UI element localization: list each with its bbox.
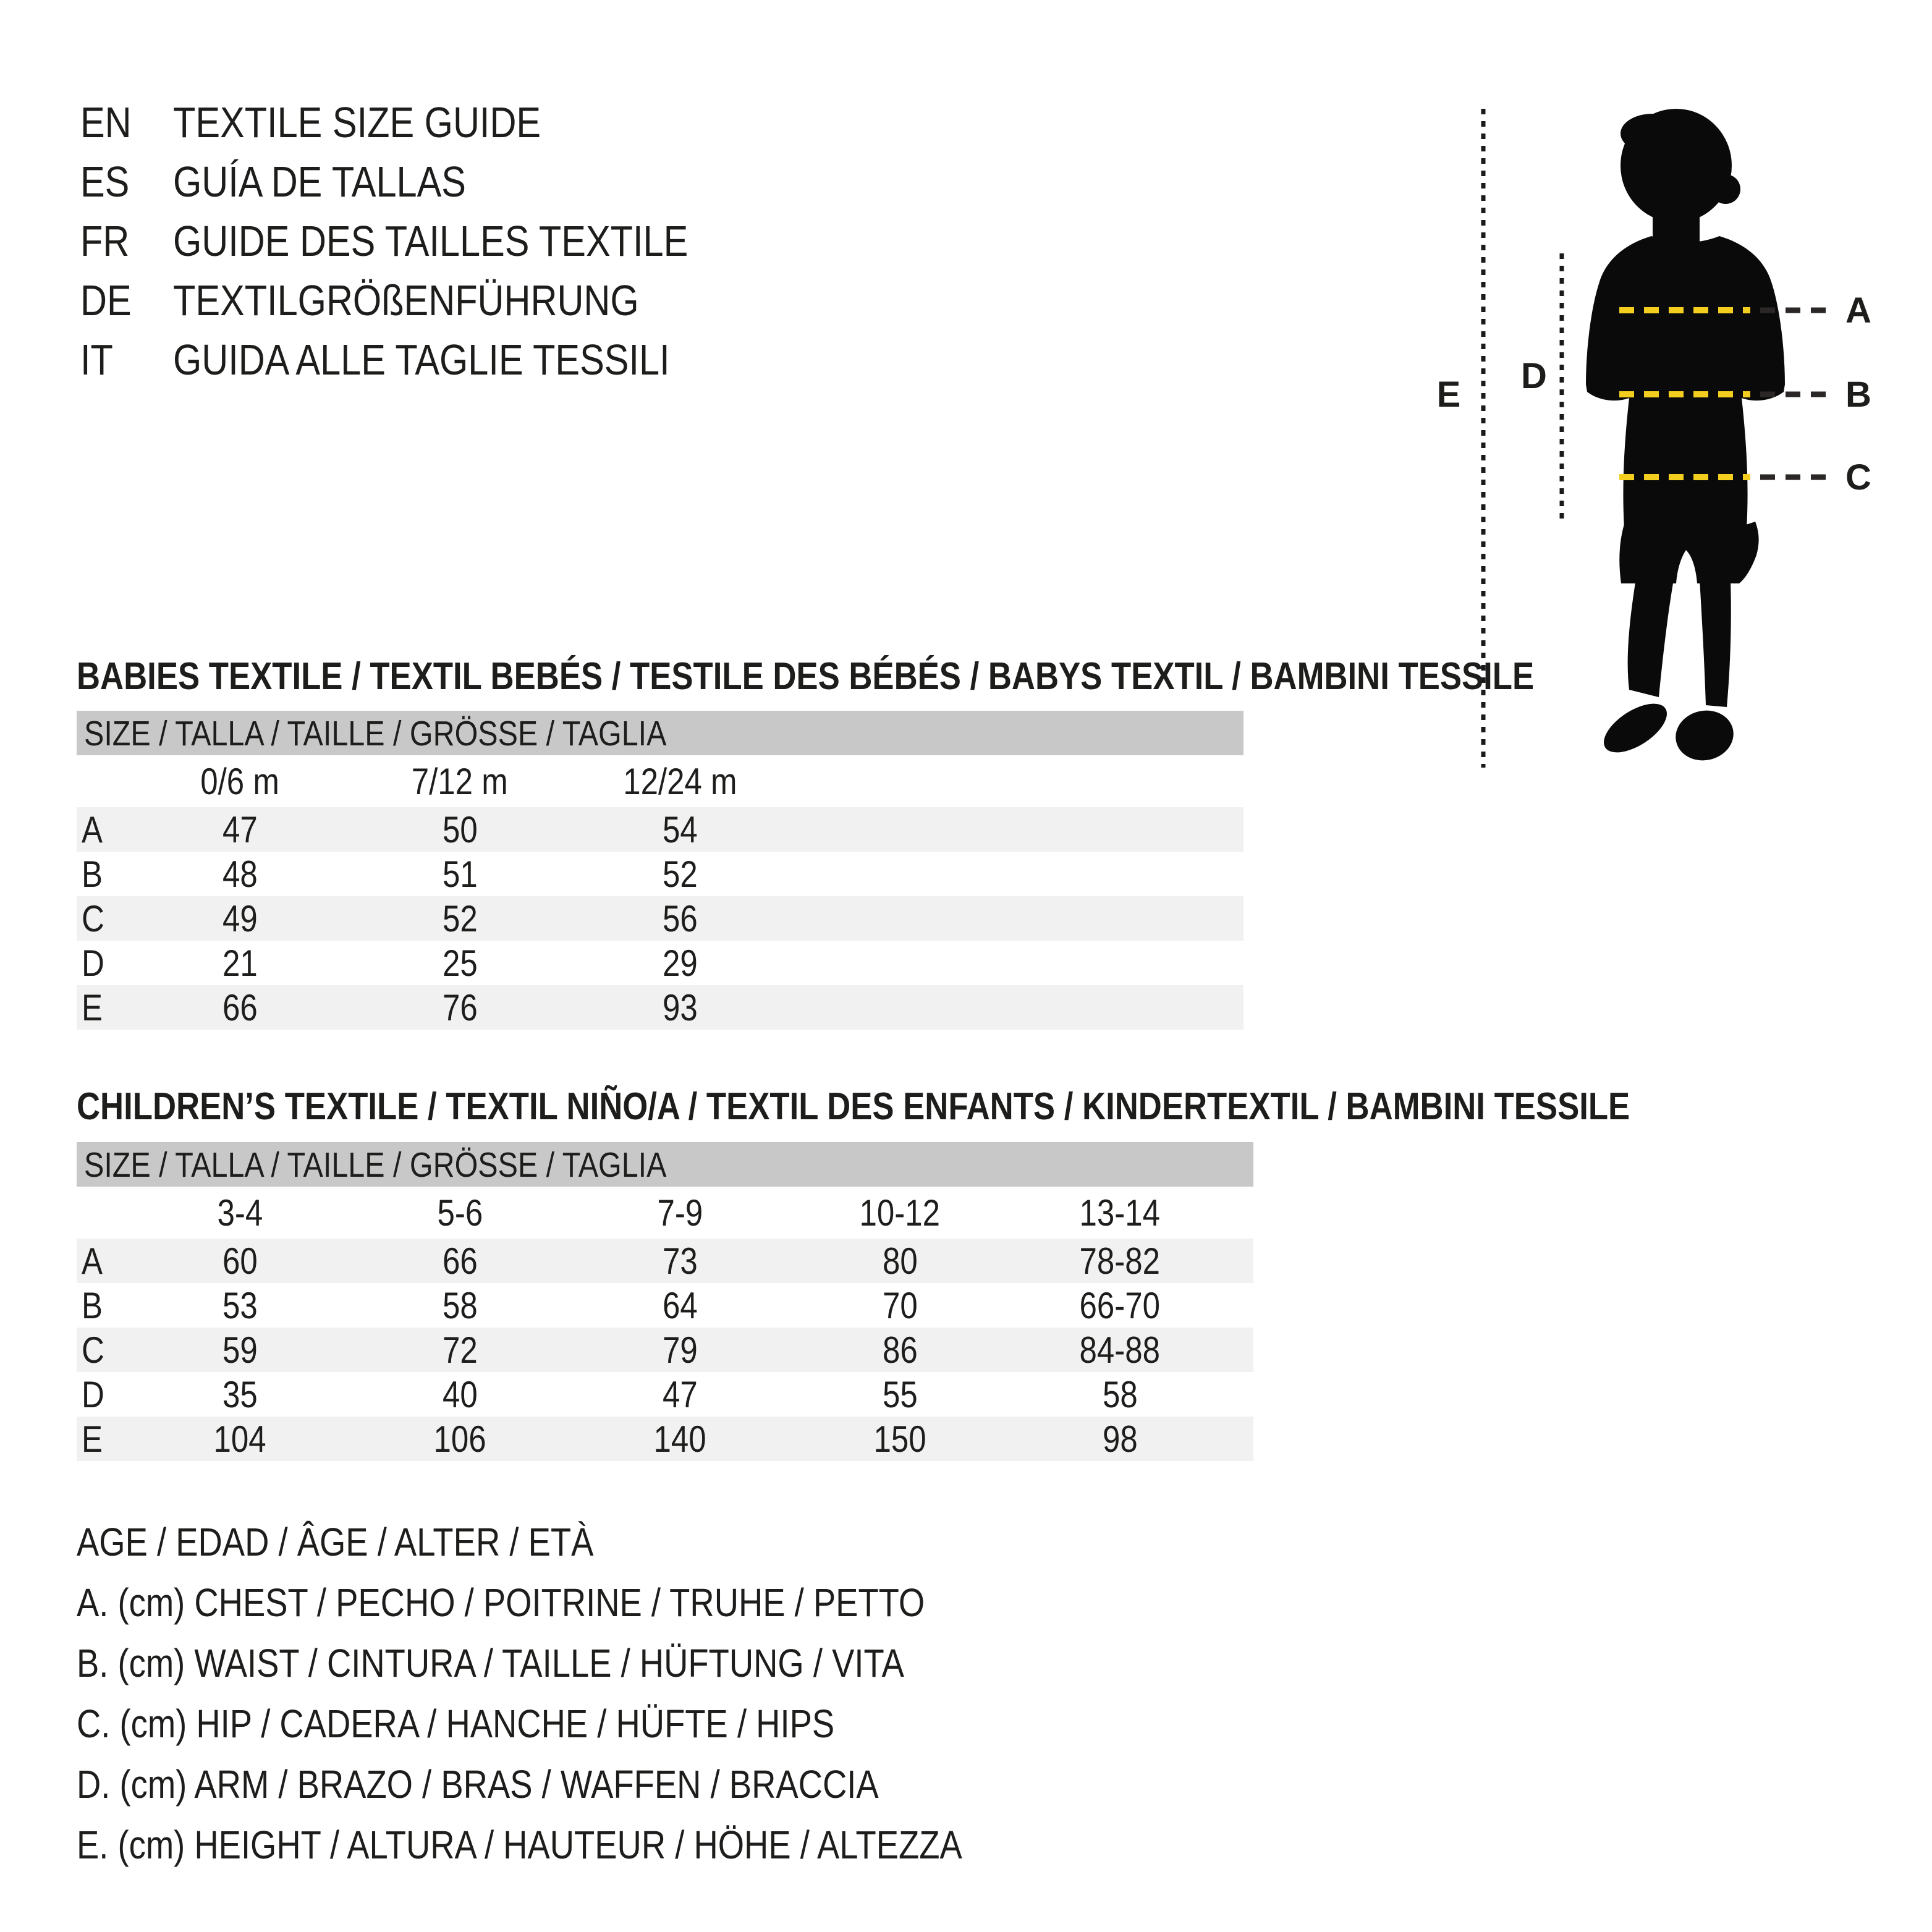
value-cell <box>1010 1373 1230 1416</box>
row-label <box>77 1329 130 1371</box>
value-cell <box>570 942 790 985</box>
children-col-header-text: 5-6 <box>437 1192 483 1234</box>
children-column-header-row <box>77 1187 1253 1239</box>
language-code: DE <box>80 276 132 324</box>
value-text: 106 <box>433 1418 486 1460</box>
value-cell <box>130 986 350 1029</box>
children-section-title-text: CHILDREN’S TEXTILE / TEXTIL NIÑO/A / TEXTIL DES ENFANTS / KINDERTEXTIL / BAMBINI TESSILE <box>77 1085 1630 1129</box>
value-cell <box>350 1329 570 1371</box>
value-cell <box>130 1240 350 1282</box>
value-cell <box>350 986 570 1029</box>
children-size-header-bar <box>77 1142 1253 1187</box>
value-cell <box>790 1329 1010 1371</box>
value-cell <box>570 1418 790 1460</box>
value-text: 55 <box>882 1373 918 1415</box>
language-title: GUIDE DES TAILLES TEXTILE <box>173 217 688 265</box>
value-text: 150 <box>873 1418 926 1460</box>
value-text: 35 <box>222 1373 258 1415</box>
language-title: GUÍA DE TALLAS <box>173 158 467 206</box>
value-text: 72 <box>442 1329 478 1371</box>
value-text: 104 <box>213 1418 266 1460</box>
value-cell <box>350 808 570 851</box>
children-col-header <box>790 1192 1010 1234</box>
children-size-table <box>77 1187 1253 1461</box>
value-cell <box>1010 1329 1230 1371</box>
row-label-text: C <box>82 1329 104 1371</box>
value-text: 79 <box>662 1329 698 1371</box>
value-text: 58 <box>442 1284 478 1326</box>
value-text: 86 <box>882 1329 918 1371</box>
table-row <box>77 1417 1253 1461</box>
value-cell <box>350 942 570 985</box>
row-label-text: B <box>82 853 103 895</box>
legend-age <box>77 1512 1119 1572</box>
language-row-es <box>80 152 779 211</box>
language-code: IT <box>80 336 113 384</box>
value-cell <box>130 897 350 940</box>
legend-arm <box>77 1754 1119 1815</box>
value-cell <box>350 1284 570 1327</box>
legend-waist-text: B. (cm) WAIST / CINTURA / TAILLE / HÜFTUNG / VITA <box>77 1641 904 1685</box>
value-text: 64 <box>662 1284 698 1326</box>
language-row-de <box>80 271 779 330</box>
value-text: 98 <box>1102 1418 1138 1460</box>
label-c: C <box>1845 457 1871 498</box>
children-col-header-text: 13-14 <box>1079 1192 1161 1234</box>
row-label <box>77 808 130 851</box>
row-label-text: A <box>82 1240 103 1282</box>
value-cell <box>130 1284 350 1327</box>
table-row <box>77 852 1244 896</box>
value-text: 70 <box>882 1284 918 1326</box>
babies-size-table <box>77 755 1244 1030</box>
legend-chest <box>77 1572 1119 1633</box>
legend-waist <box>77 1633 1119 1693</box>
row-label <box>77 853 130 896</box>
children-col-header <box>570 1192 790 1234</box>
language-title: TEXTILE SIZE GUIDE <box>173 98 541 146</box>
language-row-it <box>80 330 779 389</box>
value-cell <box>570 1329 790 1371</box>
babies-col-header <box>570 760 790 803</box>
children-col-header-text: 10-12 <box>859 1192 941 1234</box>
silhouette-hair-side <box>1711 174 1740 204</box>
value-cell <box>1010 1418 1230 1460</box>
children-size-header-text: SIZE / TALLA / TAILLE / GRÖSSE / TAGLIA <box>84 1145 667 1185</box>
row-label <box>77 1240 130 1282</box>
language-code: ES <box>80 158 130 206</box>
children-col-header <box>130 1192 350 1234</box>
value-cell <box>570 897 790 940</box>
row-label-text: E <box>82 1418 103 1460</box>
table-row <box>77 1283 1253 1328</box>
row-label-text: C <box>82 897 104 939</box>
value-text: 50 <box>442 808 478 850</box>
value-cell <box>790 1284 1010 1327</box>
value-cell <box>350 1418 570 1460</box>
table-row <box>77 985 1244 1030</box>
value-text: 52 <box>442 897 478 939</box>
value-text: 73 <box>662 1240 698 1282</box>
value-cell <box>570 853 790 896</box>
table-row <box>77 1239 1253 1283</box>
value-text: 78-82 <box>1079 1240 1161 1282</box>
row-label-text: D <box>82 1373 104 1415</box>
row-label <box>77 942 130 985</box>
children-col-header <box>1010 1192 1230 1234</box>
value-text: 66 <box>442 1240 478 1282</box>
value-text: 56 <box>662 897 698 939</box>
value-text: 60 <box>222 1240 258 1282</box>
value-cell <box>130 808 350 851</box>
value-cell <box>570 1284 790 1327</box>
table-row <box>77 941 1244 985</box>
language-code: FR <box>80 217 130 265</box>
value-cell <box>350 1240 570 1282</box>
value-cell <box>350 853 570 896</box>
value-text: 25 <box>442 942 478 984</box>
row-label <box>77 986 130 1029</box>
babies-col-header-text: 0/6 m <box>200 760 279 802</box>
value-cell <box>130 1418 350 1460</box>
table-row <box>77 807 1244 852</box>
label-b: B <box>1845 375 1871 415</box>
language-title-list <box>80 93 779 389</box>
value-cell <box>130 942 350 985</box>
legend-age-text: AGE / EDAD / ÂGE / ALTER / ETÀ <box>77 1520 594 1564</box>
children-col-header-text: 7-9 <box>657 1192 703 1234</box>
value-cell <box>1010 1240 1230 1282</box>
children-col-header-text: 3-4 <box>217 1192 263 1234</box>
value-text: 66-70 <box>1079 1284 1161 1326</box>
value-cell <box>350 897 570 940</box>
babies-section-title-text: BABIES TEXTILE / TEXTIL BEBÉS / TESTILE DES BÉBÉS / BABYS TEXTIL / BAMBINI TESSILE <box>77 655 1535 698</box>
row-label <box>77 897 130 940</box>
value-cell <box>130 853 350 896</box>
babies-size-header-text: SIZE / TALLA / TAILLE / GRÖSSE / TAGLIA <box>84 714 667 753</box>
row-label-text: E <box>82 986 103 1028</box>
row-label <box>77 1418 130 1460</box>
legend-chest-text: A. (cm) CHEST / PECHO / POITRINE / TRUHE / PETTO <box>77 1580 925 1625</box>
row-label <box>77 1284 130 1327</box>
table-row <box>77 1372 1253 1417</box>
babies-size-header-bar <box>77 711 1244 755</box>
value-text: 47 <box>662 1373 698 1415</box>
value-text: 58 <box>1102 1373 1138 1415</box>
value-text: 80 <box>882 1240 918 1282</box>
silhouette-right-shoe <box>1671 705 1739 766</box>
children-section-title <box>77 1085 1904 1129</box>
value-text: 47 <box>222 808 258 850</box>
value-text: 59 <box>222 1329 258 1371</box>
row-label-text: D <box>82 942 104 984</box>
value-text: 48 <box>222 853 258 895</box>
value-text: 76 <box>442 986 478 1028</box>
legend-height-text: E. (cm) HEIGHT / ALTURA / HAUTEUR / HÖHE / ALTEZZA <box>77 1823 962 1867</box>
value-cell <box>570 986 790 1029</box>
language-title: GUIDA ALLE TAGLIE TESSILI <box>173 336 670 384</box>
value-text: 51 <box>442 853 478 895</box>
babies-section-title <box>77 655 1791 699</box>
language-row-en <box>80 93 779 152</box>
babies-col-header <box>130 760 350 803</box>
label-e: E <box>1436 375 1461 415</box>
row-label-text: B <box>82 1284 103 1326</box>
babies-column-header-row <box>77 755 1244 807</box>
silhouette-left-shoe <box>1596 694 1675 762</box>
value-text: 40 <box>442 1373 478 1415</box>
language-title: TEXTILGRÖßENFÜHRUNG <box>173 276 639 324</box>
value-cell <box>790 1240 1010 1282</box>
value-text: 84-88 <box>1079 1329 1161 1371</box>
value-cell <box>1010 1284 1230 1327</box>
value-text: 29 <box>662 942 698 984</box>
value-text: 66 <box>222 986 258 1028</box>
value-cell <box>570 1240 790 1282</box>
value-text: 140 <box>653 1418 706 1460</box>
value-cell <box>130 1373 350 1416</box>
value-cell <box>790 1373 1010 1416</box>
legend-height <box>77 1815 1119 1875</box>
value-cell <box>570 1373 790 1416</box>
row-label <box>77 1373 130 1416</box>
label-d: D <box>1521 356 1547 396</box>
legend-arm-text: D. (cm) ARM / BRAZO / BRAS / WAFFEN / BRACCIA <box>77 1762 879 1807</box>
language-row-fr <box>80 211 779 271</box>
value-cell <box>570 808 790 851</box>
value-text: 93 <box>662 986 698 1028</box>
value-text: 52 <box>662 853 698 895</box>
label-a: A <box>1845 290 1871 331</box>
value-text: 49 <box>222 897 258 939</box>
value-cell <box>130 1329 350 1371</box>
babies-col-header-text: 7/12 m <box>412 760 508 802</box>
measurement-legend <box>77 1512 1119 1875</box>
children-col-header <box>350 1192 570 1234</box>
legend-hip-text: C. (cm) HIP / CADERA / HANCHE / HÜFTE / HIPS <box>77 1701 835 1746</box>
table-row <box>77 1328 1253 1372</box>
language-code: EN <box>80 98 132 146</box>
value-text: 54 <box>662 808 698 850</box>
value-text: 21 <box>222 942 258 984</box>
value-cell <box>350 1373 570 1416</box>
babies-col-header-text: 12/24 m <box>622 760 737 802</box>
value-text: 53 <box>222 1284 258 1326</box>
legend-hip <box>77 1693 1119 1754</box>
row-label-text: A <box>82 808 103 850</box>
silhouette-neck <box>1653 195 1700 245</box>
babies-col-header <box>350 760 570 803</box>
table-row <box>77 896 1244 941</box>
value-cell <box>790 1418 1010 1460</box>
silhouette-shirt <box>1586 236 1785 538</box>
silhouette-hair <box>1621 114 1685 153</box>
